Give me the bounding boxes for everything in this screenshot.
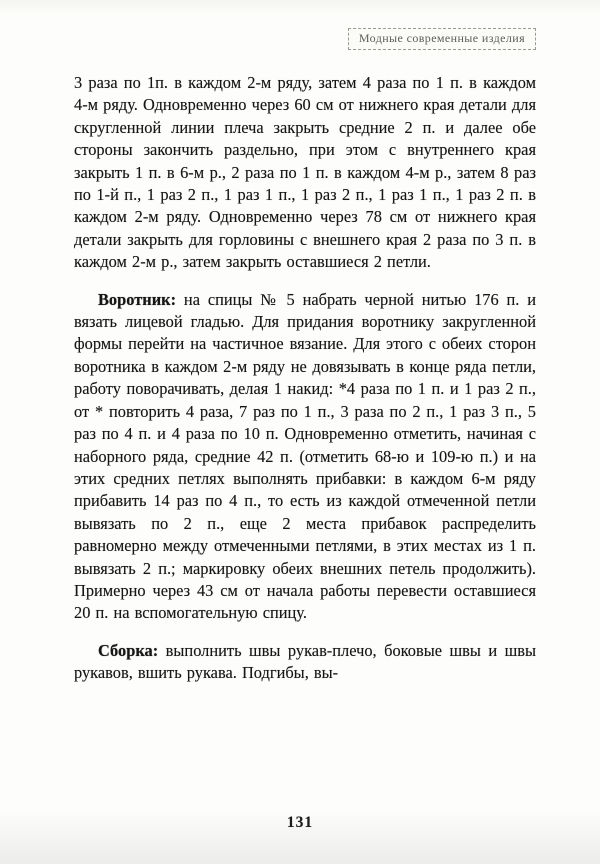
paragraph — [74, 289, 536, 625]
paragraph-text: 3 раза по 1п. в каждом 2-м ряду, затем 4 раза по 1 п. в каждом 4-м ряду. Одновременно через 60 см от нижнего края детали для скругленной линии плеча закрыть средние 2 п. и далее обе стороны закончить раздельно, при этом с внутреннего края закрыть 1 п. в 6-м р., 2 раза по 1 п. в каждом 4-м р., затем 8 раз по 1-й п., 1 раз 2 п., 1 раз 1 п., 1 раз 2 п., 1 раз 1 п., 1 раз 2 п. в каждом 2-м ряду. Одновременно через 78 см от нижнего края детали закрыть для горловины с внешнего края 2 раза по 3 п. в каждом 2-м р., затем закрыть оставшиеся 2 петли. — [74, 73, 536, 272]
page-header — [0, 0, 600, 50]
paragraph — [74, 640, 536, 685]
running-title: Модные современные изделия — [348, 28, 536, 50]
paragraph — [74, 72, 536, 274]
body-text — [0, 50, 600, 685]
page-number: 131 — [286, 814, 314, 831]
paragraph-lead: Воротник: — [98, 289, 177, 309]
paragraph-text: выполнить швы рукав-плечо, боковые швы и швы рукавов, вшить рукава. Подгибы, вы- — [74, 640, 536, 683]
paragraph-lead: Сборка: — [98, 640, 159, 660]
paragraph-text: на спицы № 5 набрать черной нитью 176 п. и вязать лицевой гладью. Для придания воротнику закругленной формы перейти на частичное вязание. Для этого с обеих сторон воротника в каждом 2-м ряду не довязывать в конце ряда петли, работу поворачивать, делая 1 накид: *4 раза по 1 п. и 1 раз 2 п., от * повторить 4 раза, 7 раз по 1 п., 3 раза по 2 п., 1 раз 3 п., 5 раз по 4 п. и 4 раза по 10 п. Одновременно отметить, начиная с наборного ряда, средние 42 п. (отметить 68-ю и 109-ю п.) и на этих средних петлях выполнять прибавки: в каждом 6-м ряду прибавить 14 раз по 4 п., то есть из каждой отмеченной петли вывязать по 2 п., еще 2 места прибавок распределить равномерно между отмеченными петлями, в этих местах из 1 п. вывязать 2 п.; маркировку обеих внешних петель продолжить). Примерно через 43 см от начала работы перевести оставшиеся 20 п. на вспомогательную спицу. — [74, 289, 536, 623]
